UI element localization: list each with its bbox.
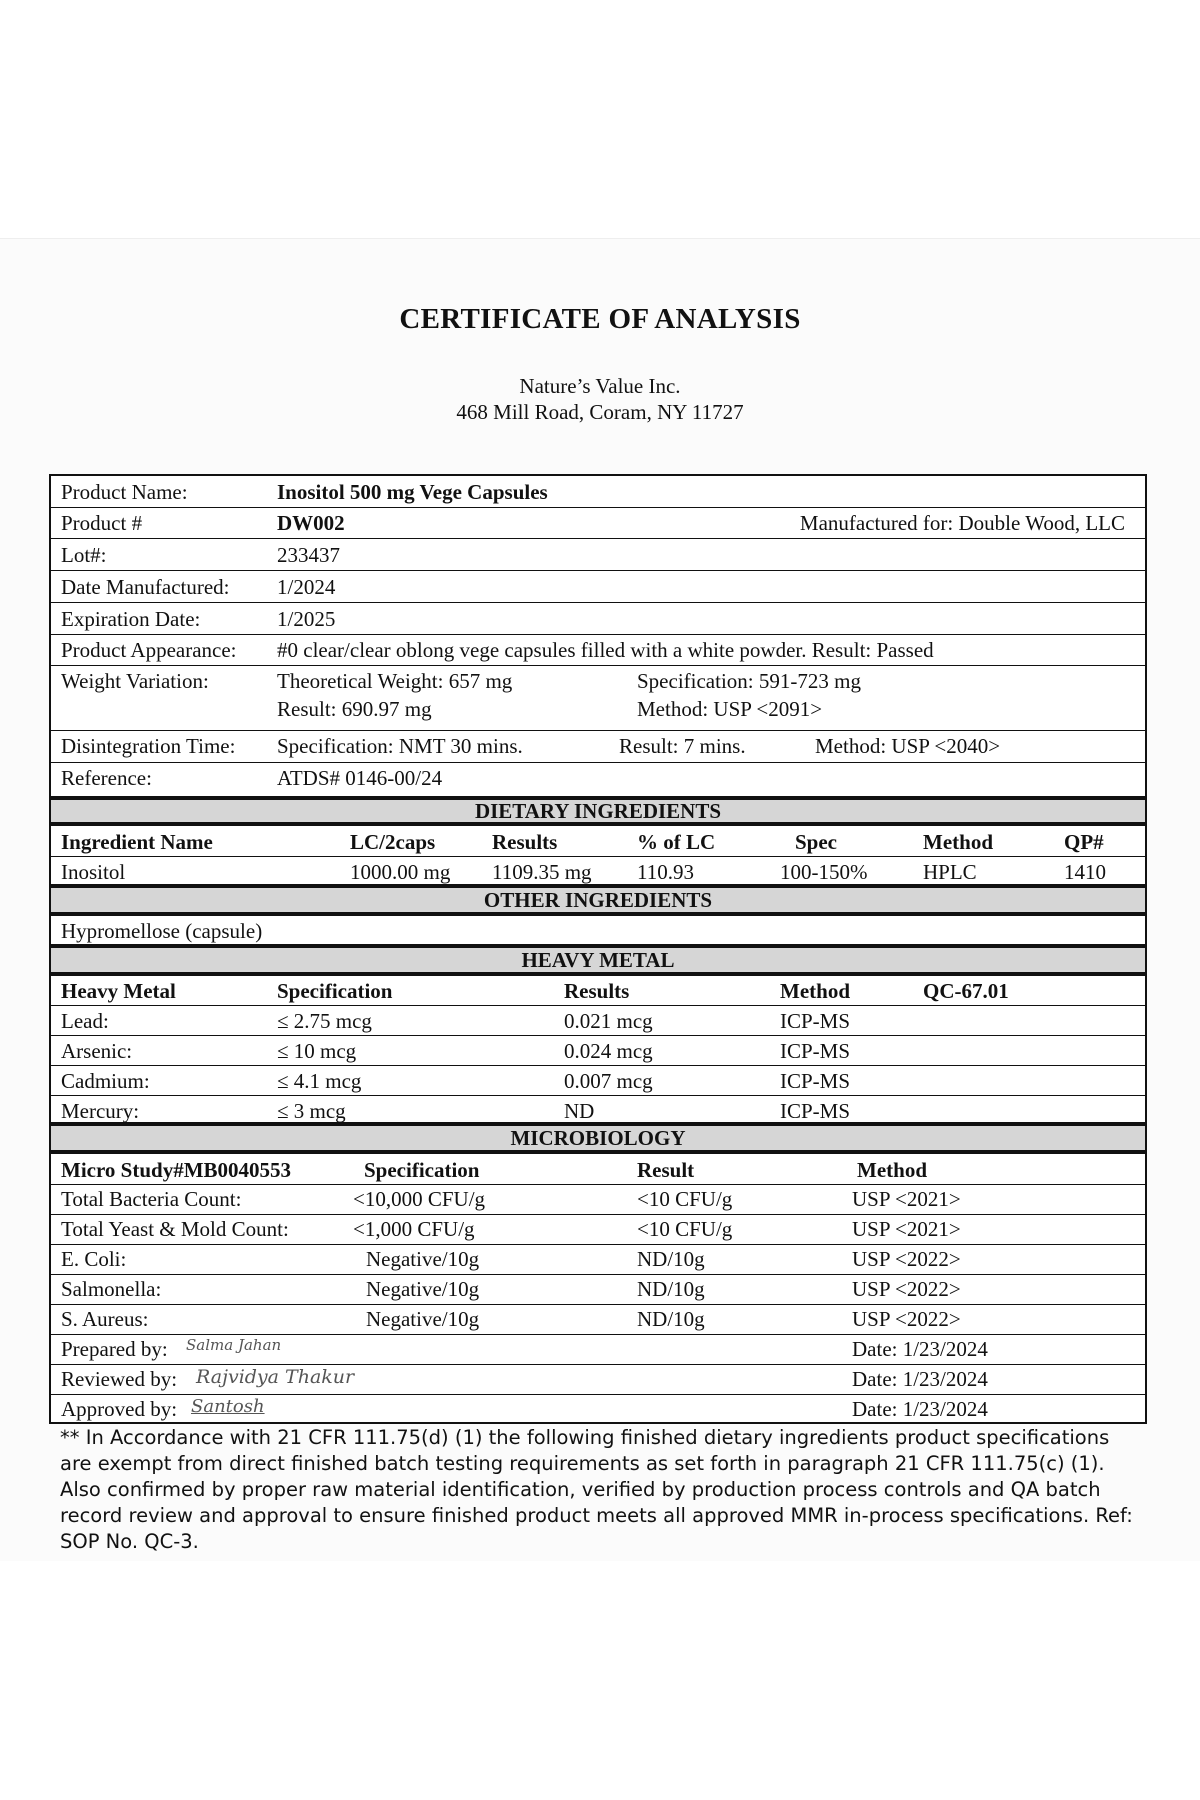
approved-date: Date: 1/23/2024	[852, 1397, 988, 1421]
heavy-metal-table	[49, 974, 1147, 1124]
weight-variation-label: Weight Variation:	[61, 669, 209, 693]
disintegration-spec: Specification: NMT 30 mins.	[277, 734, 523, 758]
dietary-cell: 110.93	[637, 860, 694, 884]
micro-cell: Negative/10g	[366, 1277, 480, 1301]
date-manufactured-label: Date Manufactured:	[61, 575, 230, 599]
product-appearance-label: Product Appearance:	[61, 638, 237, 662]
micro-cell: <1,000 CFU/g	[353, 1217, 475, 1241]
heavy-cell: 0.007 mcg	[564, 1069, 653, 1093]
company-name: Nature’s Value Inc.	[519, 374, 681, 398]
heavy-cell: ≤ 2.75 mcg	[277, 1009, 372, 1033]
dietary-cell: 1000.00 mg	[350, 860, 451, 884]
dietary-cell: 100-150%	[780, 860, 868, 884]
heavy-col-results: Results	[564, 979, 630, 1003]
heavy-cell: ≤ 10 mcg	[277, 1039, 357, 1063]
disintegration-label: Disintegration Time:	[61, 734, 236, 758]
product-name-label: Product Name:	[61, 480, 188, 504]
heavy-cell: Cadmium:	[61, 1069, 150, 1093]
micro-cell: USP <2022>	[852, 1247, 961, 1271]
disintegration-result: Result: 7 mins.	[619, 734, 746, 758]
reviewed-by-signature: Rajvidya Thakur	[196, 1366, 355, 1388]
dietary-col-name: Ingredient Name	[61, 830, 213, 854]
other-ingredients-value: Hypromellose (capsule)	[61, 919, 263, 943]
heavy-cell: ICP-MS	[780, 1039, 851, 1063]
dietary-col-lc: LC/2caps	[350, 830, 436, 854]
weight-result: Result: 690.97 mg	[277, 697, 432, 721]
micro-cell: ND/10g	[637, 1307, 705, 1331]
heavy-col-qc: QC-67.01	[923, 979, 1009, 1003]
lot-value: 233437	[277, 543, 340, 567]
company-info	[0, 373, 1200, 425]
microbiology-table	[49, 1152, 1147, 1424]
heavy-cell: ND	[564, 1099, 595, 1123]
dietary-ingredients-table	[49, 824, 1147, 886]
heavy-col-spec: Specification	[277, 979, 393, 1003]
weight-specification: Specification: 591-723 mg	[637, 669, 861, 693]
heavy-metal-header: HEAVY METAL	[49, 946, 1147, 974]
theoretical-weight: Theoretical Weight: 657 mg	[277, 669, 513, 693]
micro-cell: USP <2021>	[852, 1217, 961, 1241]
dietary-cell: 1410	[1064, 860, 1106, 884]
reviewed-by-label: Reviewed by:	[61, 1367, 178, 1391]
micro-cell: USP <2022>	[852, 1277, 961, 1301]
micro-cell: Negative/10g	[366, 1307, 480, 1331]
dietary-col-qp: QP#	[1064, 830, 1104, 854]
heavy-cell: Mercury:	[61, 1099, 140, 1123]
micro-col-method: Method	[857, 1158, 927, 1182]
reference-value: ATDS# 0146-00/24	[277, 766, 443, 790]
heavy-cell: Arsenic:	[61, 1039, 133, 1063]
micro-cell: S. Aureus:	[61, 1307, 149, 1331]
micro-cell: <10 CFU/g	[637, 1187, 733, 1211]
dietary-cell: HPLC	[923, 860, 977, 884]
expiration-date-value: 1/2025	[277, 607, 336, 631]
lot-label: Lot#:	[61, 543, 107, 567]
other-ingredients-table	[49, 914, 1147, 946]
product-name-value: Inositol 500 mg Vege Capsules	[277, 480, 548, 504]
prepared-by-label: Prepared by:	[61, 1337, 168, 1361]
micro-cell: E. Coli:	[61, 1247, 127, 1271]
reference-label: Reference:	[61, 766, 152, 790]
heavy-cell: ICP-MS	[780, 1099, 851, 1123]
weight-method: Method: USP <2091>	[637, 697, 823, 721]
date-manufactured-value: 1/2024	[277, 575, 336, 599]
regulatory-footnote: ** In Accordance with 21 CFR 111.75(d) (1) the following finished dietary ingredients product specifications are exempt from direct finished batch testing requirements as set forth in paragraph 21 CFR 111.75(c) (1). Also confirmed by proper raw material identification, verified by production process controls and QA batch record review and approval to ensure finished product meets all approved MMR in-process specifications. Ref: SOP No. QC-3.	[60, 1426, 1133, 1553]
micro-cell: <10 CFU/g	[637, 1217, 733, 1241]
approved-by-label: Approved by:	[61, 1397, 178, 1421]
heavy-cell: Lead:	[61, 1009, 109, 1033]
heavy-col-metal: Heavy Metal	[61, 979, 176, 1003]
heavy-col-method: Method	[780, 979, 850, 1003]
product-number-label: Product #	[61, 511, 143, 535]
company-address: 468 Mill Road, Coram, NY 11727	[456, 400, 744, 424]
disintegration-method: Method: USP <2040>	[815, 734, 1001, 758]
micro-cell: Total Bacteria Count:	[61, 1187, 242, 1211]
heavy-cell: 0.021 mcg	[564, 1009, 653, 1033]
product-number-value: DW002	[277, 511, 345, 535]
micro-col-result: Result	[637, 1158, 695, 1182]
heavy-cell: ICP-MS	[780, 1069, 851, 1093]
heavy-cell: 0.024 mcg	[564, 1039, 653, 1063]
dietary-ingredients-header: DIETARY INGREDIENTS	[49, 798, 1147, 824]
dietary-col-spec: Spec	[795, 830, 837, 854]
dietary-col-pct: % of LC	[637, 830, 716, 854]
manufactured-for: Manufactured for: Double Wood, LLC	[799, 511, 1125, 535]
other-ingredients-header: OTHER INGREDIENTS	[49, 886, 1147, 914]
prepared-date: Date: 1/23/2024	[852, 1337, 988, 1361]
product-appearance-value: #0 clear/clear oblong vege capsules filled with a white powder. Result: Passed	[277, 638, 934, 662]
micro-cell: Total Yeast & Mold Count:	[61, 1217, 289, 1241]
microbiology-header: MICROBIOLOGY	[49, 1124, 1147, 1152]
micro-cell: ND/10g	[637, 1247, 705, 1271]
heavy-cell: ICP-MS	[780, 1009, 851, 1033]
approved-by-signature: Santosh	[191, 1396, 265, 1417]
micro-col-spec: Specification	[364, 1158, 480, 1182]
micro-cell: <10,000 CFU/g	[353, 1187, 486, 1211]
prepared-by-signature: Salma Jahan	[186, 1336, 282, 1354]
micro-cell: Negative/10g	[366, 1247, 480, 1271]
expiration-date-label: Expiration Date:	[61, 607, 201, 631]
document-title: CERTIFICATE OF ANALYSIS	[399, 303, 801, 335]
dietary-cell: 1109.35 mg	[492, 860, 592, 884]
dietary-col-method: Method	[923, 830, 993, 854]
micro-cell: USP <2022>	[852, 1307, 961, 1331]
micro-cell: Salmonella:	[61, 1277, 162, 1301]
micro-cell: ND/10g	[637, 1277, 705, 1301]
dietary-cell: Inositol	[61, 860, 126, 884]
reviewed-date: Date: 1/23/2024	[852, 1367, 988, 1391]
heavy-cell: ≤ 4.1 mcg	[277, 1069, 362, 1093]
product-info-table	[49, 474, 1147, 798]
micro-cell: USP <2021>	[852, 1187, 961, 1211]
heavy-cell: ≤ 3 mcg	[277, 1099, 346, 1123]
micro-col-study: Micro Study#MB0040553	[61, 1158, 292, 1182]
dietary-col-results: Results	[492, 830, 558, 854]
